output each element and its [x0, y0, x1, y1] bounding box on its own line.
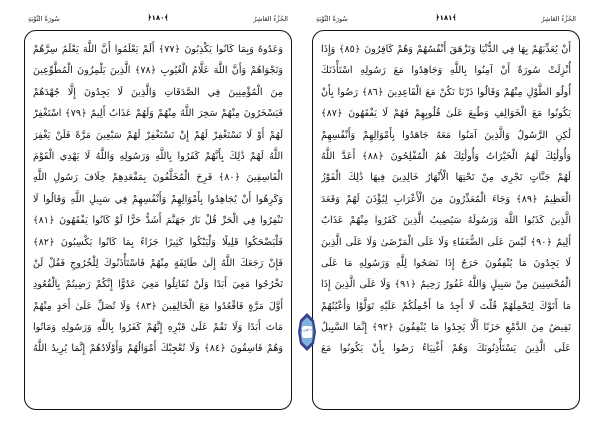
verse-line: أُولُو الطَّوْلِ مِنْهُمْ وَقَالُوا ذَرْنَا نَكُنْ مَعَ الْقَاعِدِينَ ﴿٨٦﴾ رَضُوا بِأَنْ [321, 86, 571, 98]
verse-line: الْمُحْسِنِينَ مِنْ سَبِيلٍ وَاللَّهُ غَفُورٌ رَحِيمٌ ﴿٩١﴾ وَلَا عَلَى الَّذِينَ إِذَا [321, 279, 571, 291]
verse-line: الْفَاسِقِينَ ﴿٨٠﴾ فَرِحَ الْمُخَلَّفُونَ بِمَقْعَدِهِمْ خِلَافَ رَسُولِ اللَّهِ [33, 172, 283, 184]
juz-header: الجُزْءُ العَاشِرُ [253, 15, 288, 23]
verse-lines [321, 39, 571, 360]
verse-line: مَاتَ أَبَدًا وَلَا تَقُمْ عَلَىٰ قَبْرِهِ إِنَّهُمْ كَفَرُوا بِاللَّهِ وَرَسُولِهِ وَمَاتُوا [33, 322, 283, 334]
verse-line: لَا يَجِدُونَ مَا يُنْفِقُونَ حَرَجٌ إِذَا نَصَحُوا لِلَّهِ وَرَسُولِهِ مَا عَلَى [321, 257, 571, 269]
verse-lines [33, 39, 283, 360]
page-header [312, 14, 580, 28]
verse-line: لَهُمْ جَنَّاتٍ تَجْرِي مِنْ تَحْتِهَا الْأَنْهَارُ خَالِدِينَ فِيهَا ذَٰلِكَ الْفَوْزُ [321, 172, 571, 184]
verse-line: الَّذِينَ كَذَبُوا اللَّهَ وَرَسُولَهُ سَيُصِيبُ الَّذِينَ كَفَرُوا مِنْهُمْ عَذَابٌ [321, 215, 571, 227]
verse-line: وَأُولَٰئِكَ لَهُمُ الْخَيْرَاتُ وَأُولَٰئِكَ هُمُ الْمُفْلِحُونَ ﴿٨٨﴾ أَعَدَّ اللَّهُ [321, 150, 571, 162]
page-180 [24, 14, 292, 410]
verse-line: يَكُونُوا مَعَ الْخَوَالِفِ وَطُبِعَ عَلَىٰ قُلُوبِهِمْ فَهُمْ لَا يَفْقَهُونَ ﴿٨٧﴾ [321, 108, 571, 120]
verse-line: فَإِنْ رَجَعَكَ اللَّهُ إِلَىٰ طَائِفَةٍ مِنْهُمْ فَاسْتَأْذَنُوكَ لِلْخُرُوجِ فَقُلْ لَنْ [33, 257, 283, 269]
verse-line: الْعَظِيمُ ﴿٨٩﴾ وَجَاءَ الْمُعَذِّرُونَ مِنَ الْأَعْرَابِ لِيُؤْذَنَ لَهُمْ وَقَعَدَ [321, 193, 571, 205]
text-frame [24, 30, 292, 410]
page-number: ﴿١٨١﴾ [435, 14, 457, 22]
verse-line: أَلِيمٌ ﴿٩٠﴾ لَيْسَ عَلَى الضُّعَفَاءِ وَلَا عَلَى الْمَرْضَىٰ وَلَا عَلَى الَّذِينَ [321, 236, 571, 248]
surah-name-header: سُورَةُ التَّوْبَةِ [28, 15, 60, 23]
verse-line: فَيَسْخَرُونَ مِنْهُمْ سَخِرَ اللَّهُ مِنْهُمْ وَلَهُمْ عَذَابٌ أَلِيمٌ ﴿٧٩﴾ اسْتَغْفِرْ [33, 108, 283, 120]
verse-line: عَلَى الَّذِينَ يَسْتَأْذِنُونَكَ وَهُمْ أَغْنِيَاءُ رَضُوا بِأَنْ يَكُونُوا مَعَ [321, 343, 571, 355]
page-number: ﴿١٨٠﴾ [147, 14, 169, 22]
verse-line: وَنَجْوَاهُمْ وَأَنَّ اللَّهَ عَلَّامُ الْغُيُوبِ ﴿٧٨﴾ الَّذِينَ يَلْمِزُونَ الْمُطَّوِّعِينَ [33, 65, 283, 77]
verse-line: أَنْ يُعَذِّبَهُمْ بِهَا فِي الدُّنْيَا وَتَزْهَقَ أَنْفُسُهُمْ وَهُمْ كَافِرُونَ ﴿٨٥﴾ وَإِذَا [321, 44, 571, 55]
verse-line: مِنَ الْمُؤْمِنِينَ فِي الصَّدَقَاتِ وَالَّذِينَ لَا يَجِدُونَ إِلَّا جُهْدَهُمْ [33, 86, 283, 98]
verse-line: تَفِيضُ مِنَ الدَّمْعِ حَزَنًا أَلَّا يَجِدُوا مَا يُنْفِقُونَ ﴿٩٢﴾ إِنَّمَا السَّبِيلُ [321, 322, 571, 334]
surah-name-header: سُورَةُ التَّوْبَةِ [316, 15, 348, 23]
verse-line: أَوَّلَ مَرَّةٍ فَاقْعُدُوا مَعَ الْخَالِفِينَ ﴿٨٣﴾ وَلَا تُصَلِّ عَلَىٰ أَحَدٍ مِنْهُمْ [33, 300, 283, 312]
verse-line: فَلْيَضْحَكُوا قَلِيلًا وَلْيَبْكُوا كَثِيرًا جَزَاءً بِمَا كَانُوا يَكْسِبُونَ ﴿٨٢﴾ [33, 236, 283, 248]
verse-line: أُنْزِلَتْ سُورَةٌ أَنْ آمِنُوا بِاللَّهِ وَجَاهِدُوا مَعَ رَسُولِهِ اسْتَأْذَنَكَ [321, 65, 571, 77]
text-frame [312, 30, 580, 410]
verse-line: اللَّهُ لَهُمْ ذَٰلِكَ بِأَنَّهُمْ كَفَرُوا بِاللَّهِ وَرَسُولِهِ وَاللَّهُ لَا يَهْدِي الْقَوْمَ [33, 150, 283, 162]
verse-line: وَعَدُوهُ وَبِمَا كَانُوا يَكْذِبُونَ ﴿٧٧﴾ أَلَمْ يَعْلَمُوا أَنَّ اللَّهَ يَعْلَمُ سِرَّهُمْ [33, 44, 283, 55]
verse-line: لَهُمْ أَوْ لَا تَسْتَغْفِرْ لَهُمْ إِنْ تَسْتَغْفِرْ لَهُمْ سَبْعِينَ مَرَّةً فَلَنْ يَغْفِرَ [33, 129, 283, 141]
verse-line: وَهُمْ فَاسِقُونَ ﴿٨٤﴾ وَلَا تُعْجِبْكَ أَمْوَالُهُمْ وَأَوْلَادُهُمْ إِنَّمَا يُرِيدُ اللَّهُ [33, 343, 283, 355]
verse-line: تَنْفِرُوا فِي الْحَرِّ قُلْ نَارُ جَهَنَّمَ أَشَدُّ حَرًّا لَوْ كَانُوا يَفْقَهُونَ ﴿٨١﴾ [33, 215, 283, 227]
verse-line: تَخْرُجُوا مَعِيَ أَبَدًا وَلَنْ تُقَاتِلُوا مَعِيَ عَدُوًّا إِنَّكُمْ رَضِيتُمْ بِالْقُعُودِ [33, 279, 283, 291]
verse-line: لَٰكِنِ الرَّسُولُ وَالَّذِينَ آمَنُوا مَعَهُ جَاهَدُوا بِأَمْوَالِهِمْ وَأَنْفُسِهِمْ [321, 129, 571, 141]
page-header [24, 14, 292, 28]
page-181 [312, 14, 580, 410]
hizb-text: ٢٠ الحزب [300, 328, 314, 332]
hizb-marker-icon [297, 312, 317, 352]
verse-line: مَا أَتَوْكَ لِتَحْمِلَهُمْ قُلْتَ لَا أَجِدُ مَا أَحْمِلُكُمْ عَلَيْهِ تَوَلَّوْا وَأَعْيُنُهُمْ [321, 300, 571, 312]
verse-line: وَكَرِهُوا أَنْ يُجَاهِدُوا بِأَمْوَالِهِمْ وَأَنْفُسِهِمْ فِي سَبِيلِ اللَّهِ وَقَالُوا لَا [33, 193, 283, 205]
juz-header: الجُزْءُ العَاشِرُ [541, 15, 576, 23]
